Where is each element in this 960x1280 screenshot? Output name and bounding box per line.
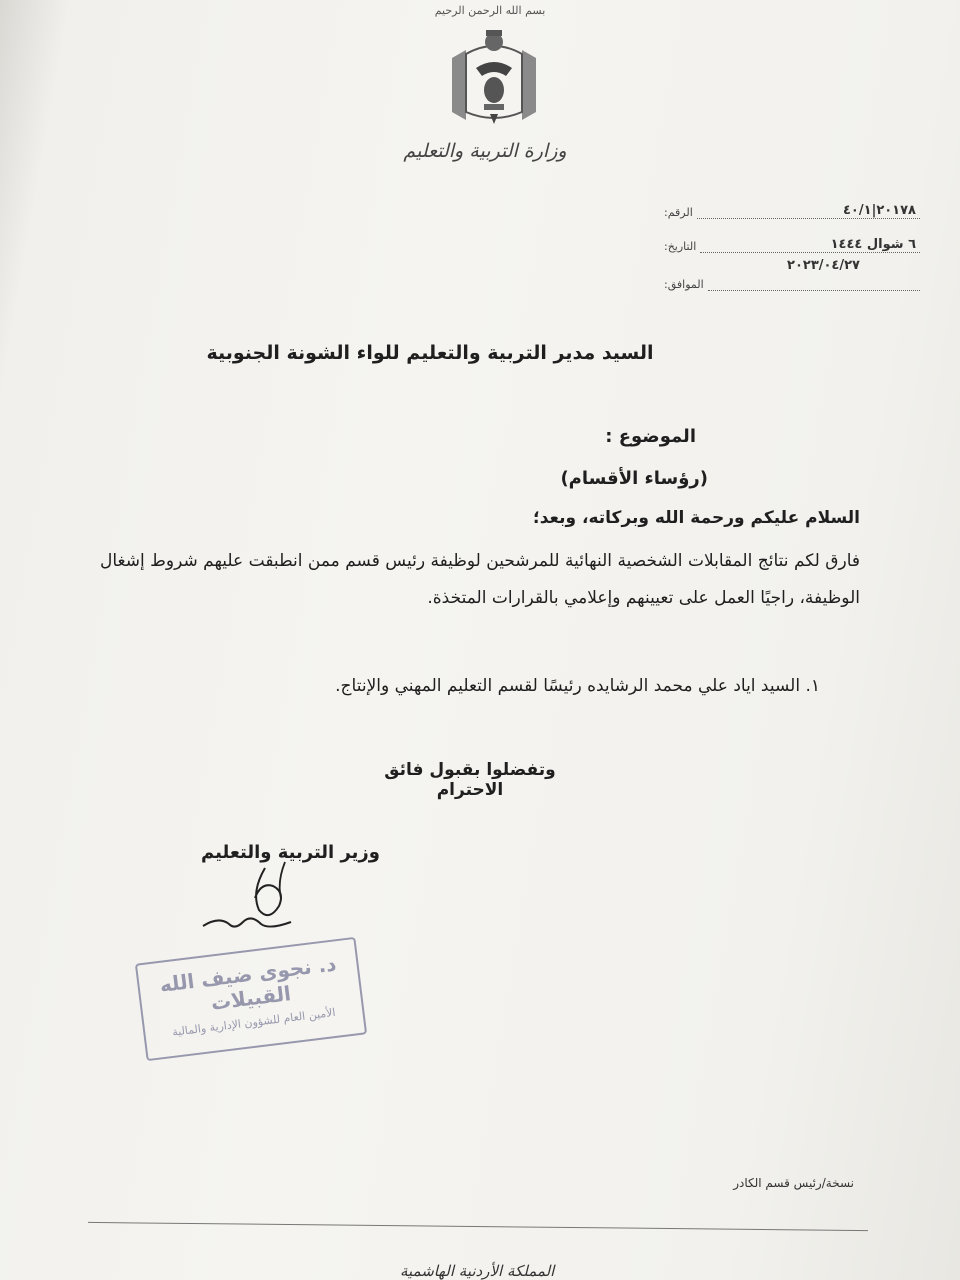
- greeting: السلام عليكم ورحمة الله وبركاته، وبعد؛: [532, 508, 860, 528]
- official-stamp: [135, 937, 367, 1061]
- copy-note: نسخة/رئيس قسم الكادر: [733, 1176, 854, 1190]
- kingdom-footer: المملكة الأردنية الهاشمية: [400, 1262, 555, 1280]
- reference-number-value: ٢٠١٧٨|٤٠/١: [843, 203, 916, 218]
- subject-value: (رؤساء الأقسام): [560, 468, 708, 489]
- list-item: ١. السيد اياد علي محمد الرشايده رئيسًا لقسم التعليم المهني والإنتاج.: [335, 676, 820, 696]
- letter-body: فارق لكم نتائج المقابلات الشخصية النهائية للمرشحين لوظيفة رئيس قسم ممن انطبقت عليهم شروط إشغال الوظيفة، راجيًا العمل على تعيينهم وإعلامي بالقرارات المتخذة.: [100, 551, 860, 608]
- stamp-title: الأمين العام للشؤون الإدارية والمالية: [171, 1005, 337, 1039]
- reference-number-label: الرقم:: [664, 206, 693, 219]
- stamp-name: د. نجوى ضيف الله القبيلات: [158, 951, 338, 1015]
- closing-line: وتفضلوا بقبول فائق الاحترام: [384, 760, 556, 800]
- date-gregorian-value: ٢٠٢٣/٠٤/٢٧: [787, 258, 860, 273]
- ministry-name: وزارة التربية والتعليم: [403, 140, 567, 162]
- subject-label: الموضوع :: [605, 426, 696, 447]
- date-row: [664, 237, 924, 253]
- addressee: السيد مدير التربية والتعليم للواء الشونة الجنوبية: [206, 342, 654, 364]
- reference-number-row: [664, 203, 924, 219]
- jordan-coat-of-arms-icon: [446, 28, 542, 128]
- date-label: التاريخ:: [664, 240, 697, 253]
- footer-divider: [88, 1222, 868, 1231]
- handwritten-signature: [195, 858, 305, 938]
- corresponding-row: [664, 278, 924, 291]
- date-hijri-value: ٦ شوال ١٤٤٤: [830, 237, 916, 252]
- basmala: بسم الله الرحمن الرحيم: [434, 4, 546, 17]
- signatory-title: وزير التربية والتعليم: [201, 842, 380, 863]
- corresponding-label: الموافق:: [664, 278, 704, 291]
